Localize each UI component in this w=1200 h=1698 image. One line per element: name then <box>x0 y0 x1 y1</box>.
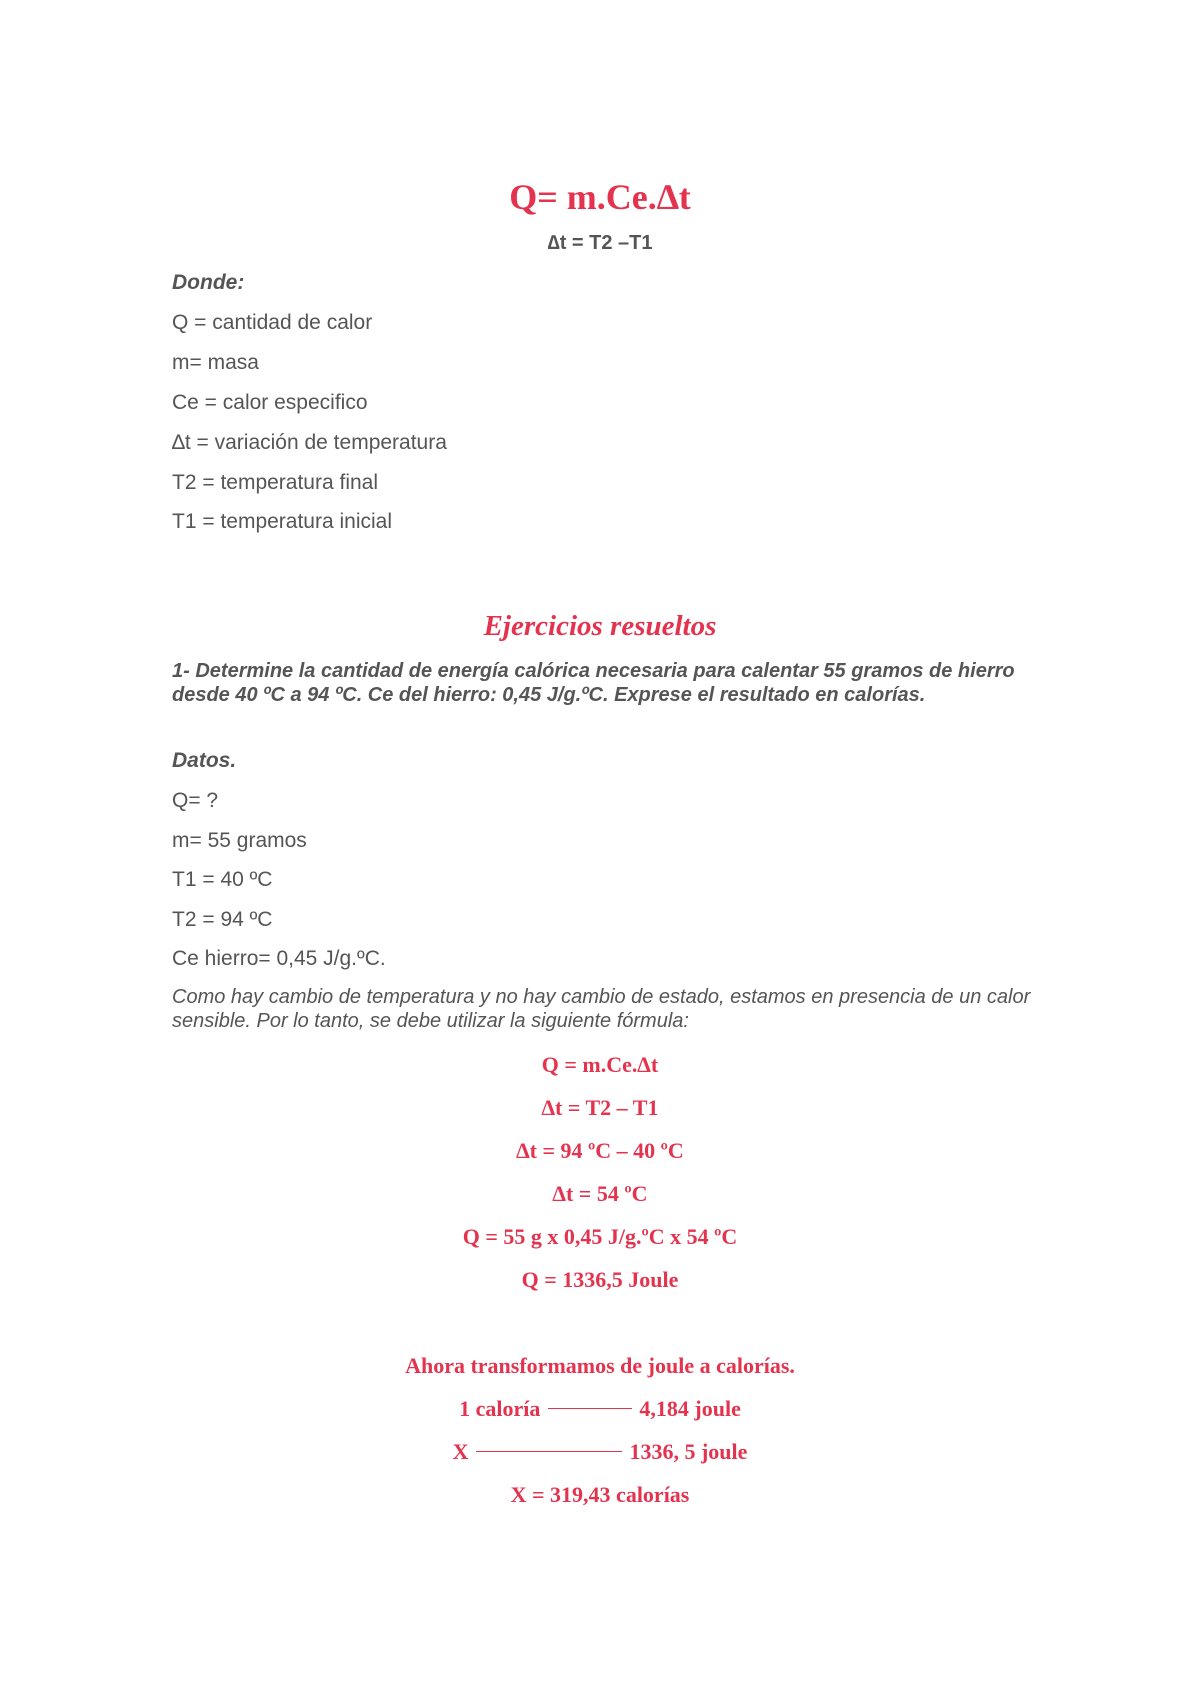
definition-item: ∆t = variación de temperatura <box>172 431 447 454</box>
conversion-left-value: X <box>452 1439 469 1464</box>
conversion-row <box>0 1439 1200 1465</box>
conversion-row <box>0 1396 1200 1422</box>
solution-step: ∆t = T2 – T1 <box>541 1095 659 1120</box>
definition-item: m= masa <box>172 351 259 374</box>
conversion-dash-line <box>476 1451 622 1452</box>
data-item: m= 55 gramos <box>172 829 307 852</box>
conversion-right-value: 1336, 5 joule <box>629 1439 748 1464</box>
delta-formula: ∆t = T2 –T1 <box>547 232 653 254</box>
solution-step: Q = m.Ce.∆t <box>541 1052 659 1077</box>
data-item: Ce hierro= 0,45 J/g.ºC. <box>172 947 386 970</box>
definitions-heading: Donde: <box>172 271 245 294</box>
conversion-dash-line <box>548 1408 632 1409</box>
conversion-right-value: 4,184 joule <box>639 1396 741 1421</box>
conversion-left-value: 1 caloría <box>459 1396 541 1421</box>
problem-statement: 1- Determine la cantidad de energía calórica necesaria para calentar 55 gramos de hierro desde 40 ºC a 94 ºC. Ce del hierro: 0,45 J/g.ºC. Exprese el resultado en calorías. <box>172 660 1015 706</box>
conversion-heading: Ahora transformamos de joule a calorías. <box>405 1353 795 1378</box>
solution-step: ∆t = 94 ºC – 40 ºC <box>516 1138 684 1163</box>
data-heading: Datos. <box>172 749 237 772</box>
solution-step: ∆t = 54 ºC <box>552 1181 648 1206</box>
explanation-text: Como hay cambio de temperatura y no hay cambio de estado, estamos en presencia de un calor sensible. Por lo tanto, se debe utilizar la siguiente fórmula: <box>172 986 1031 1032</box>
main-formula: Q= m.Ce.∆t <box>509 177 691 217</box>
definition-item: Q = cantidad de calor <box>172 311 373 334</box>
data-item: Q= ? <box>172 789 219 812</box>
data-item: T2 = 94 ºC <box>172 908 273 931</box>
definition-item: Ce = calor especifico <box>172 391 368 414</box>
solution-step: Q = 1336,5 Joule <box>521 1267 679 1292</box>
exercises-title: Ejercicios resueltos <box>483 610 717 642</box>
definition-item: T2 = temperatura final <box>172 471 379 494</box>
solution-step: Q = 55 g x 0,45 J/g.ºC x 54 ºC <box>462 1224 738 1249</box>
conversion-result: X = 319,43 calorías <box>510 1482 690 1507</box>
definition-item: T1 = temperatura inicial <box>172 510 393 533</box>
data-item: T1 = 40 ºC <box>172 868 273 891</box>
